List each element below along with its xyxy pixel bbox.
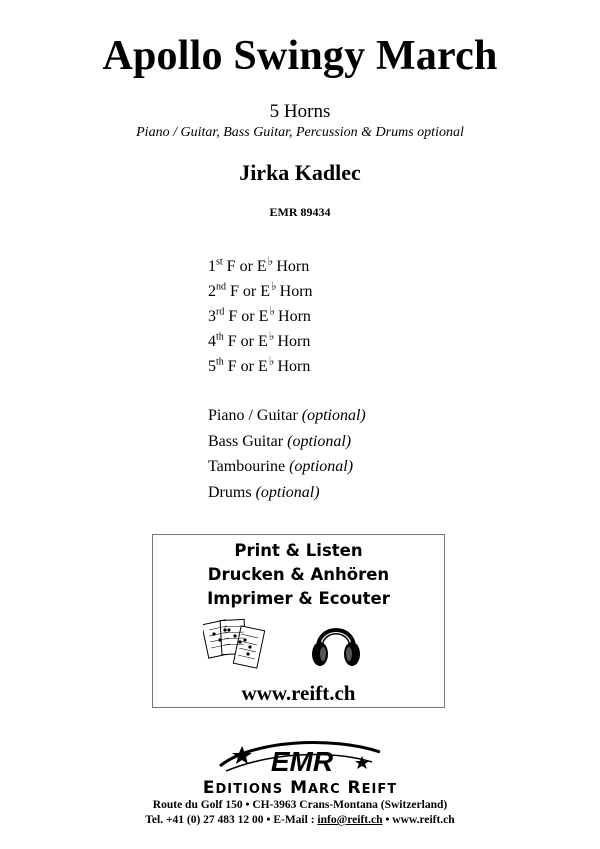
- print-listen-label-fr: Imprimer & Ecouter: [207, 589, 390, 608]
- optional-parts-list: [208, 403, 366, 505]
- website-link-footer[interactable]: • www.reift.ch: [385, 814, 455, 826]
- print-listen-label-de: Drucken & Anhören: [207, 565, 390, 584]
- emr-logo-icon: [212, 738, 388, 778]
- website-link[interactable]: www.reift.ch: [241, 681, 356, 705]
- optional-part-item: Tambourine (optional): [208, 458, 354, 475]
- part-item: 4th F or E♭ Horn: [208, 329, 311, 350]
- optional-part-item: Drums (optional): [208, 483, 320, 501]
- publisher-contact: Tel. +41 (0) 27 483 12 00 • E-Mail : info@reift.ch • www.reift.ch: [145, 814, 455, 826]
- flat-sign: ♭: [269, 304, 276, 318]
- instrumentation-note: Piano / Guitar, Bass Guitar, Percussion & Drums optional: [136, 125, 464, 140]
- print-listen-label: Print & Listen: [234, 541, 363, 560]
- print-listen-box: [152, 534, 445, 708]
- part-item: 2nd F or E♭ Horn: [208, 279, 313, 300]
- publisher-address: Route du Golf 150 • CH-3963 Crans-Montana (Switzerland): [152, 799, 448, 811]
- flat-sign: ♭: [268, 354, 275, 368]
- headphones-icon: [310, 614, 362, 670]
- parts-list: [208, 254, 313, 379]
- email-link[interactable]: info@reift.ch: [317, 814, 383, 826]
- part-item: 1st F or E♭ Horn: [208, 254, 310, 275]
- subtitle: 5 Horns: [269, 101, 331, 122]
- page-title: Apollo Swingy March: [102, 33, 498, 79]
- sheet-music-icon: [203, 616, 267, 676]
- optional-part-item: Piano / Guitar (optional): [208, 407, 366, 424]
- publisher-name: EDITIONS MARC REIFT: [202, 778, 398, 798]
- logo-text: EMR: [270, 746, 334, 777]
- catalog-number: EMR 89434: [269, 205, 331, 219]
- flat-sign: ♭: [267, 254, 274, 268]
- flat-sign: ♭: [271, 279, 277, 293]
- flat-sign: ♭: [268, 329, 275, 343]
- part-item: 5th F or E♭ Horn: [208, 354, 311, 375]
- optional-part-item: Bass Guitar (optional): [208, 432, 352, 450]
- composer-name: Jirka Kadlec: [239, 160, 361, 185]
- part-item: 3rd F or E♭ Horn: [208, 304, 311, 325]
